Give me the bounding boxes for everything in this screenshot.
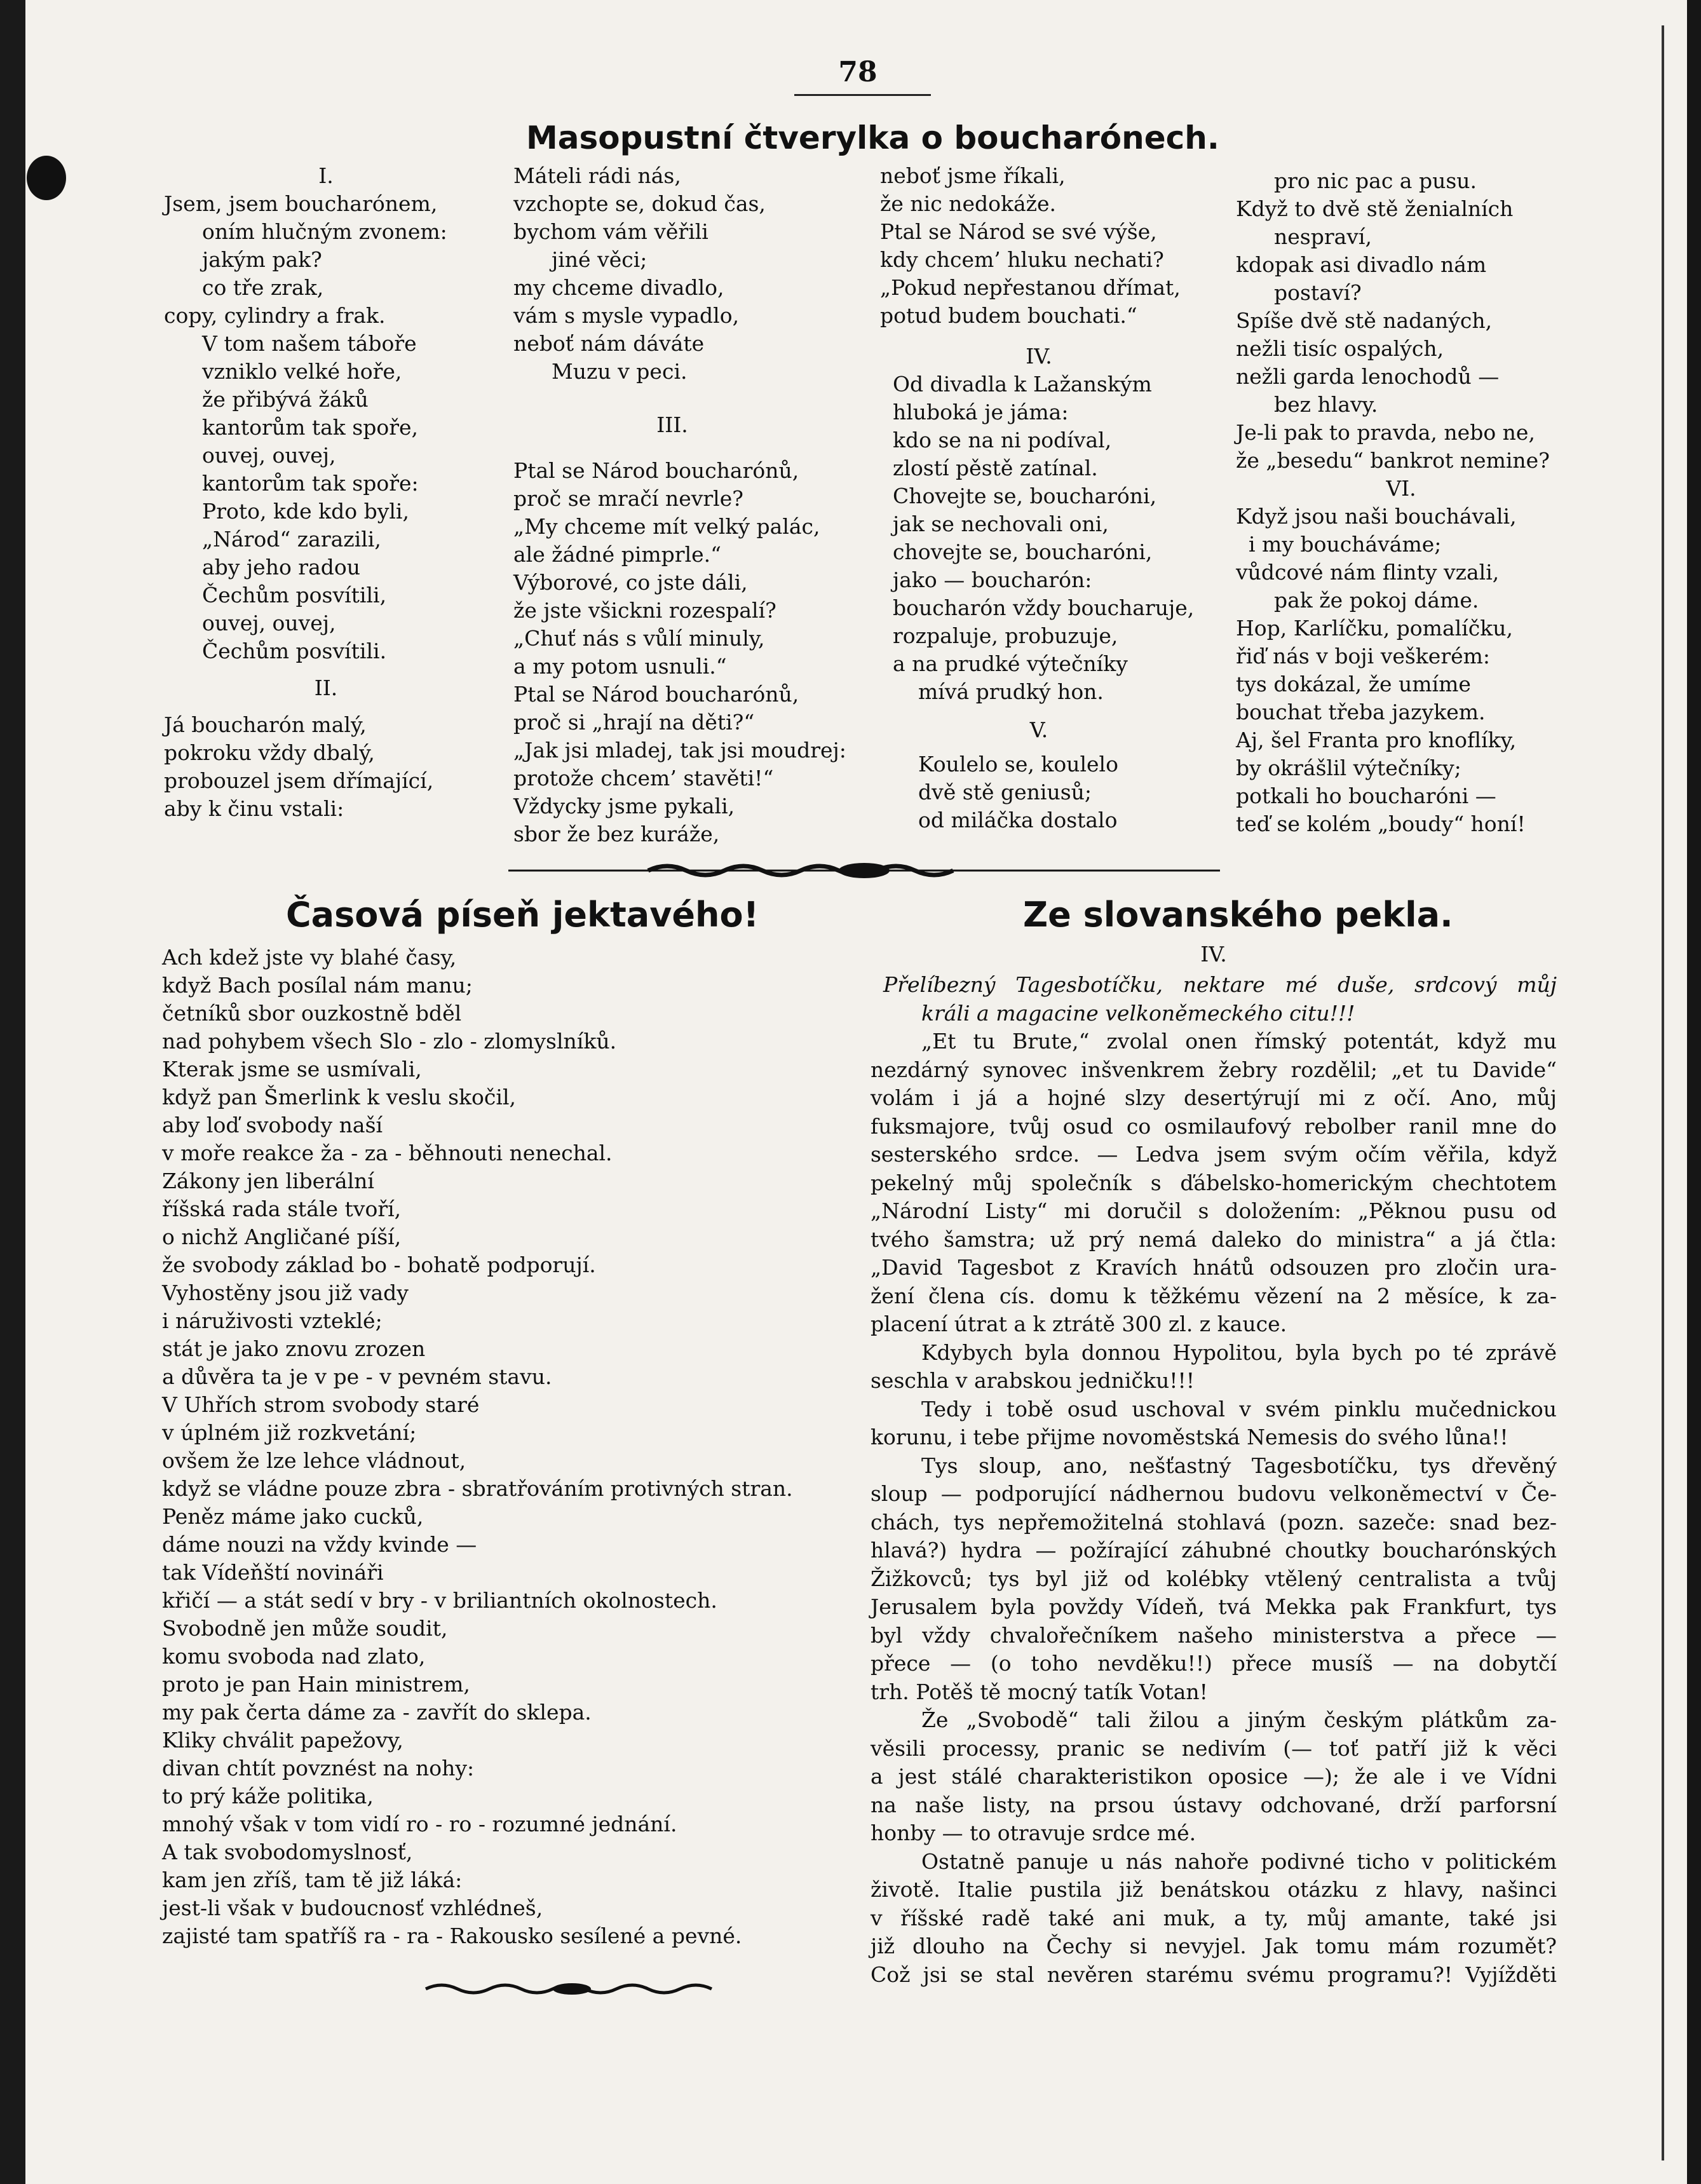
body-line: trh. Potěš tě mocný tatík Votan! [871, 1679, 1208, 1704]
verse-line: proč se mračí nevrle? [513, 486, 743, 511]
body-line: již dlouho na Čechy si nevyjel. Jak tomu mám rozumět? [871, 1934, 1557, 1958]
verse-line: Spíše dvě stě nadaných, [1236, 308, 1493, 333]
verse-line: proto je pan Hain ministrem, [162, 1672, 470, 1697]
verse-line: my pak čerta dáme za - zavřít do sklepa. [162, 1700, 592, 1725]
verse-line: a my potom usnuli.“ [513, 654, 727, 679]
verse-line: divan chtít povznést na nohy: [162, 1756, 475, 1780]
verse-line: probouzel jsem dřímající, [164, 768, 434, 793]
verse-line: V Uhřích strom svobody staré [162, 1392, 480, 1417]
verse-line: Svobodně jen může soudit, [162, 1616, 448, 1641]
verse-line: Proto, kde kdo byli, [202, 499, 409, 524]
verse-line: „Národ“ zarazili, [202, 527, 381, 552]
verse-line: i my boucháváme; [1249, 532, 1442, 557]
body-line: sesterského srdce. — Ledva jsem svým očím věřila, když [871, 1142, 1557, 1167]
body-line: Což jsi se stal nevěren starému svému programu?! Vyjížděti [871, 1962, 1557, 1987]
verse-line: mnohý však v tom vidí ro - ro - rozumné jednání. [162, 1812, 677, 1836]
verse-line: pro nic pac a pusu. [1274, 168, 1477, 193]
verse-line: mívá prudký hon. [918, 679, 1104, 704]
body-line: „Národní Listy“ mi doručil s doložením: „Pěknou pusu od [871, 1198, 1557, 1223]
verse-line: „Chuť nás s vůlí minuly, [513, 626, 765, 651]
verse-line: v moře reakce ža - za - běhnouti nenechal. [162, 1141, 613, 1165]
verse-line: jakým pak? [202, 247, 322, 272]
verse-line: aby k činu vstali: [164, 796, 344, 821]
stanza-number: I. [318, 163, 334, 188]
verse-line: nežli garda lenochodů — [1236, 364, 1500, 389]
verse-line: Ptal se Národ boucharónů, [513, 458, 799, 483]
verse-line: vůdcové nám flinty vzali, [1236, 560, 1500, 585]
verse-line: aby loď svobody naší [162, 1113, 383, 1137]
scan-edge-right [1687, 0, 1701, 2184]
verse-line: řiď nás v boji veškerém: [1236, 644, 1491, 668]
verse-line: my chceme divadlo, [513, 275, 724, 300]
article-number: IV. [1200, 942, 1227, 967]
verse-line: křičí — a stát sedí v bry - v briliantních okolnostech. [162, 1588, 717, 1613]
verse-line: Když to dvě stě ženialních [1236, 196, 1514, 221]
verse-line: Ptal se Národ boucharónů, [513, 682, 799, 707]
verse-line: teď se kolém „boudy“ honí! [1236, 811, 1526, 836]
body-line: fuksmajore, tvůj osud co osmilaufový rebolber ranil mne do [871, 1113, 1557, 1139]
verse-line: komu svoboda nad zlato, [162, 1644, 426, 1669]
verse-line: Ptal se Národ se své výše, [880, 219, 1157, 244]
verse-line: „Jak jsi mladej, tak jsi moudrej: [513, 738, 846, 763]
salutation-line: Přelíbezný Tagesbotíčku, nektare mé duše, srdcový můj [883, 972, 1557, 997]
verse-line: nad pohybem všech Slo - zlo - zlomyslníků. [162, 1029, 617, 1054]
verse-line: co tře zrak, [202, 275, 324, 300]
verse-line: když pan Šmerlink k veslu skočil, [162, 1085, 517, 1109]
verse-line: proč si „hrají na děti?“ [513, 710, 755, 735]
verse-line: že svobody základ bo - bohatě podporují. [162, 1252, 596, 1277]
verse-line: o nichž Angličané píší, [162, 1224, 402, 1249]
body-line: a jest stálé charakteristikon oposice —); že ale i ve Vídni [871, 1764, 1557, 1789]
verse-line: kantorům tak spoře: [202, 471, 419, 496]
verse-line: v úplném již rozkvetání; [162, 1420, 417, 1445]
verse-line: tak Vídeňští novináři [162, 1560, 384, 1585]
verse-line: ovšem že lze lehce vládnout, [162, 1448, 466, 1473]
verse-line: kdopak asi divadlo nám [1236, 252, 1487, 277]
ornament-end [419, 1979, 724, 1998]
verse-line: vzchopte se, dokud čas, [513, 191, 766, 216]
verse-line: Máteli rádi nás, [513, 163, 681, 188]
body-line: Kdybych byla donnou Hypolitou, byla bych po té zprávě [921, 1340, 1557, 1365]
body-line: tvého šamstra; už prý nemá daleko do ministra“ a já čtla: [871, 1226, 1557, 1252]
verse-line: bychom vám věřili [513, 219, 708, 244]
verse-line: potud budem bouchati.“ [880, 303, 1137, 328]
verse-line: zlostí pěstě zatínal. [893, 456, 1098, 480]
verse-line: že přibývá žáků [202, 387, 369, 412]
verse-line: postaví? [1274, 280, 1362, 305]
verse-line: protože chcem’ stavěti!“ [513, 766, 774, 790]
verse-line: zajisté tam spatříš ra - ra - Rakousko sesílené a pevné. [162, 1923, 742, 1948]
poem1-column-3 [880, 162, 1198, 834]
verse-line: „Pokud nepřestanou dřímat, [880, 275, 1181, 300]
verse-line: bez hlavy. [1274, 392, 1378, 417]
margin-rule [1662, 25, 1664, 2160]
verse-line: Když jsou naši bouchávali, [1236, 504, 1517, 529]
verse-line: nespraví, [1274, 224, 1372, 249]
verse-line: nežli tisíc ospalých, [1236, 336, 1444, 361]
verse-line: vám s mysle vypadlo, [513, 303, 740, 328]
verse-line: Čechům posvítili. [202, 639, 387, 663]
body-line: životě. Italie pustila již benátskou otázku z hlavy, našinci [871, 1877, 1557, 1902]
verse-line: Kliky chválit papežovy, [162, 1728, 403, 1753]
verse-line: aby jeho radou [202, 555, 360, 580]
verse-line: jiné věci; [552, 247, 647, 272]
verse-line: Zákony jen liberální [162, 1169, 374, 1193]
verse-line: vzniklo velké hoře, [202, 359, 402, 384]
verse-line: pak že pokoj dáme. [1274, 588, 1479, 613]
verse-line: jako — boucharón: [893, 567, 1092, 592]
body-line: nezdárný synovec inšvenkrem žebry rozdělil; „et tu Davide“ [871, 1057, 1557, 1082]
body-line: placení útrat a k ztrátě 300 zl. z kauce. [871, 1312, 1287, 1336]
verse-line: stát je jako znovu zrozen [162, 1336, 426, 1361]
verse-line: i náruživosti vzteklé; [162, 1308, 383, 1333]
verse-line: oním hlučným zvonem: [202, 219, 447, 244]
punch-hole [27, 156, 66, 200]
poem2-body [162, 944, 793, 1950]
verse-line: neboť nám dáváte [513, 331, 705, 356]
verse-line: tys dokázal, že umíme [1236, 672, 1471, 696]
article-title: Ze slovanského pekla. [1023, 895, 1453, 935]
verse-line: četníků sbor ouzkostně bděl [162, 1001, 462, 1026]
poem1-column-1 [164, 162, 488, 823]
body-line: korunu, i tebe přijme novoměstská Nemesis do svého lůna!! [871, 1425, 1508, 1449]
page-number: 78 [838, 56, 878, 88]
stanza-number: III. [656, 412, 688, 437]
body-line: Jerusalem byla povždy Vídeň, tvá Mekka pak Frankfurt, tys [871, 1594, 1557, 1619]
body-line: věsili processy, pranic se nedivím (— toť patří již k věci [871, 1735, 1557, 1761]
verse-line: A tak svobodomyslnosť, [162, 1840, 413, 1864]
verse-line: chovejte se, boucharóni, [893, 539, 1153, 564]
verse-line: Výborové, co jste dáli, [513, 570, 748, 595]
scan-edge-left [0, 0, 25, 2184]
verse-line: jest-li však v budoucnosť vzhlédneš, [162, 1896, 543, 1920]
verse-line: boucharón vždy boucharuje, [893, 595, 1195, 620]
page-number-rule [794, 94, 931, 96]
verse-line: Koulelo se, koulelo [918, 752, 1118, 777]
body-line: volám i já a hojné slzy desertýrují mi z očí. Ano, můj [871, 1085, 1557, 1110]
verse-line: že jste všickni rozespalí? [513, 598, 776, 623]
body-line: seschla v arabskou jedničku!!! [871, 1368, 1195, 1393]
verse-line: když se vládne pouze zbra - sbratřováním protivných stran. [162, 1476, 793, 1501]
verse-line: Jsem, jsem boucharónem, [164, 191, 438, 216]
stanza-number: VI. [1386, 476, 1416, 501]
verse-line: sbor že bez kuráže, [513, 822, 720, 846]
body-line: honby — to otravuje srdce mé. [871, 1821, 1196, 1845]
verse-line: potkali ho boucharóni — [1236, 783, 1496, 808]
verse-line: Je-li pak to pravda, nebo ne, [1236, 420, 1535, 445]
poem1-column-2 [513, 162, 846, 848]
verse-line: by okrášlil výtečníky; [1236, 756, 1461, 780]
verse-line: copy, cylindry a frak. [164, 303, 386, 328]
stanza-number: II. [314, 675, 338, 700]
verse-line: „My chceme mít velký palác, [513, 514, 820, 539]
verse-line: ouvej, ouvej, [202, 611, 336, 635]
verse-line: Já boucharón malý, [164, 712, 367, 737]
verse-line: kantorům tak spoře, [202, 415, 419, 440]
poem1-title: Masopustní čtverylka o boucharónech. [526, 119, 1219, 156]
body-line: byl vždy chvalořečníkem našeho ministerstva a přece — [871, 1622, 1557, 1648]
verse-line: od miláčka dostalo [918, 808, 1118, 832]
body-line: hlavá?) hydra — požírající záhubné choutky boucharónských [871, 1538, 1557, 1563]
body-line: v říšské radě také ani muk, a ty, můj amante, také jsi [871, 1905, 1557, 1930]
verse-line: rozpaluje, probuzuje, [893, 623, 1118, 648]
verse-line: Chovejte se, boucharóni, [893, 484, 1157, 508]
verse-line: Kterak jsme se usmívali, [162, 1057, 422, 1082]
body-line: „David Tagesbot z Kravích hnátů odsouzen pro zločin ura- [871, 1255, 1557, 1280]
verse-line: bouchat třeba jazykem. [1236, 700, 1486, 724]
body-line: Tys sloup, ano, nešťastný Tagesbotíčku, tys dřevěný [921, 1453, 1557, 1478]
verse-line: to prý káže politika, [162, 1784, 374, 1808]
verse-line: kdy chcem’ hluku nechati? [880, 247, 1164, 272]
verse-line: že nic nedokáže. [880, 191, 1057, 216]
verse-line: V tom našem táboře [202, 331, 417, 356]
ornament-divider [508, 861, 1220, 880]
verse-line: pokroku vždy dbalý, [164, 740, 375, 765]
verse-line: Vyhostěny jsou již vady [162, 1280, 409, 1305]
verse-line: kam jen zříš, tam tě již láká: [162, 1868, 463, 1892]
verse-line: Hop, Karlíčku, pomalíčku, [1236, 616, 1513, 641]
body-line: chách, tys nepřemožitelná stohlavá (pozn. sazeče: snad bez- [871, 1509, 1557, 1535]
body-line: Ostatně panuje u nás nahoře podivné ticho v politickém [921, 1848, 1557, 1874]
verse-line: říšská rada stále tvoří, [162, 1197, 402, 1221]
verse-line: že „besedu“ bankrot nemine? [1236, 448, 1550, 473]
poem2-title: Časová píseň jektavého! [286, 895, 759, 935]
verse-line: Vždycky jsme pykali, [513, 794, 735, 818]
verse-line: ale žádné pimprle.“ [513, 542, 722, 567]
verse-line: ouvej, ouvej, [202, 443, 336, 468]
body-line: pekelný můj společník s ďábelsko-homerickým chechtotem [871, 1170, 1557, 1195]
verse-line: Ach kdež jste vy blahé časy, [162, 945, 457, 970]
verse-line: dáme nouzi na vždy kvinde — [162, 1532, 477, 1557]
verse-line: když Bach posílal nám manu; [162, 973, 473, 998]
verse-line: Čechům posvítili, [202, 583, 387, 607]
verse-line: kdo se na ni podíval, [893, 428, 1112, 452]
verse-line: a důvěra ta je v pe - v pevném stavu. [162, 1364, 552, 1389]
body-line: sloup — podporující nádhernou budovu velkoněmectví v Če- [871, 1481, 1557, 1506]
stanza-number: IV. [1026, 344, 1052, 369]
poem1-column-4 [1236, 167, 1566, 838]
verse-line: Aj, šel Franta pro knoflíky, [1236, 728, 1517, 752]
verse-line: a na prudké výtečníky [893, 651, 1128, 676]
body-line: Žižkovců; tys byl již od kolébky vtělený centralista a tvůj [871, 1566, 1557, 1591]
verse-line: neboť jsme říkali, [880, 163, 1066, 188]
body-line: Že „Svobodě“ tali žilou a jiným českým plátkům za- [921, 1707, 1557, 1732]
verse-line: Peněz máme jako cucků, [162, 1504, 424, 1529]
body-line: „Et tu Brute,“ zvolal onen římský potentát, když mu [921, 1029, 1557, 1054]
body-line: Tedy i tobě osud uschoval v svém pinklu mučednickou [921, 1396, 1557, 1421]
verse-line: dvě stě geniusů; [918, 780, 1092, 804]
verse-line: jak se nechovali oni, [893, 512, 1109, 536]
body-line: na naše listy, na prsou ústavy odchované, drží parforsní [871, 1792, 1557, 1817]
stanza-number: V. [1029, 717, 1048, 742]
verse-line: Muzu v peci. [552, 359, 688, 384]
body-line: přece — (o toho nevděku!!) přece musíš — na dobytčí [871, 1651, 1557, 1676]
salutation-line: králi a magacine velkoněmeckého citu!!! [921, 1000, 1355, 1026]
article-body [871, 971, 1557, 1989]
body-line: žení člena cís. domu k těžkému vězení na 2 měsíce, k za- [871, 1283, 1557, 1308]
verse-line: hluboká je jáma: [893, 400, 1069, 424]
verse-line: Od divadla k Lažanským [893, 372, 1152, 397]
